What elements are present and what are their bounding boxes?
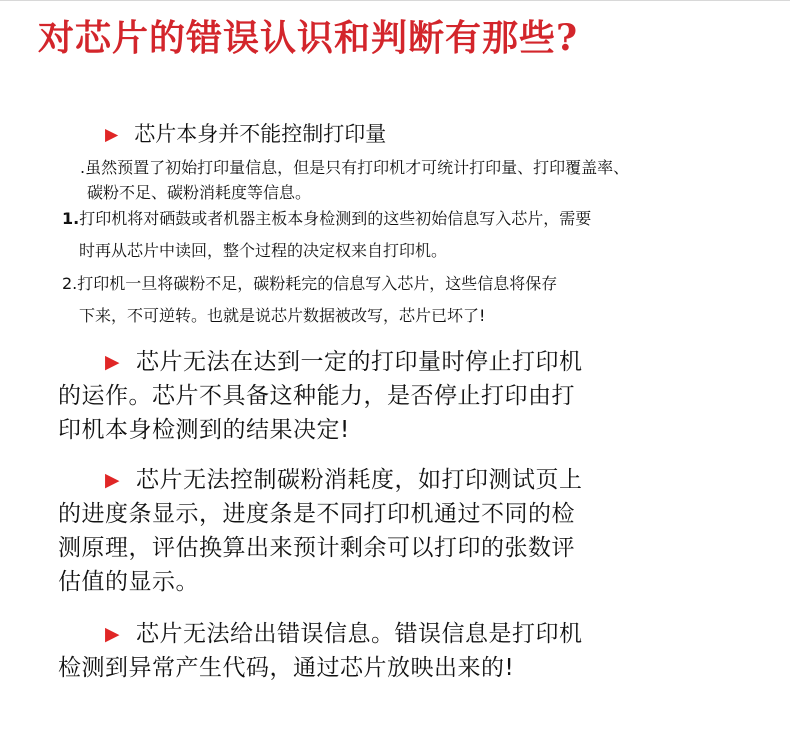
paragraph-toner-consumption [58, 463, 678, 599]
arrow-bullet-icon: ▶ [105, 469, 121, 491]
paragraph-print-limit [58, 345, 678, 447]
list-item-text: 打印机将对硒鼓或者机器主板本身检测到的这些初始信息写入芯片，需要 [79, 209, 592, 228]
arrow-bullet-icon: ▶ [105, 125, 119, 145]
paragraph-line: 测原理，评估换算出来预计剩余可以打印的张数评 [58, 535, 575, 561]
section1-list-item [62, 203, 762, 267]
arrow-bullet-icon: ▶ [105, 351, 121, 373]
list-item-continuation: 时再从芯片中读回，整个过程的决定权来自打印机。 [79, 241, 448, 260]
section1-heading-text: 芯片本身并不能控制打印量 [134, 122, 387, 146]
section1-note-line: .虽然预置了初始打印量信息，但是只有打印机才可统计打印量、打印覆盖率、 [80, 158, 630, 177]
section1-note [80, 155, 770, 205]
section1-heading [105, 118, 386, 148]
list-item-line [62, 203, 762, 235]
paragraph-line: 的进度条显示，进度条是不同打印机通过不同的检 [58, 501, 575, 527]
paragraph-line: 检测到异常产生代码，通过芯片放映出来的! [58, 655, 515, 681]
paragraph-error-info [58, 617, 678, 685]
list-item-continuation: 下来，不可逆转。也就是说芯片数据被改写，芯片已坏了! [79, 306, 486, 325]
list-item-number: 2. [62, 274, 78, 293]
paragraph-line: 估值的显示。 [58, 569, 199, 595]
paragraph-line: 芯片无法给出错误信息。错误信息是打印机 [136, 621, 583, 647]
list-item-number: 1. [62, 209, 80, 228]
section1-note-line: 碳粉不足、碳粉消耗度等信息。 [87, 183, 312, 202]
paragraph-first-line [58, 463, 678, 497]
section1-list-item [62, 268, 762, 332]
paragraph-first-line [58, 617, 678, 651]
list-item-text: 打印机一旦将碳粉不足，碳粉耗完的信息写入芯片，这些信息将保存 [77, 274, 558, 293]
paragraph-first-line [58, 345, 678, 379]
list-item-line [62, 268, 762, 300]
paragraph-line: 芯片无法控制碳粉消耗度，如打印测试页上 [136, 467, 583, 493]
arrow-bullet-icon: ▶ [105, 623, 121, 645]
page-title: 对芯片的错误认识和判断有那些? [38, 17, 579, 59]
paragraph-line: 芯片无法在达到一定的打印量时停止打印机 [136, 349, 583, 375]
top-divider [0, 0, 790, 1]
paragraph-line: 印机本身检测到的结果决定! [58, 417, 350, 443]
paragraph-line: 的运作。芯片不具备这种能力，是否停止打印由打 [58, 383, 575, 409]
